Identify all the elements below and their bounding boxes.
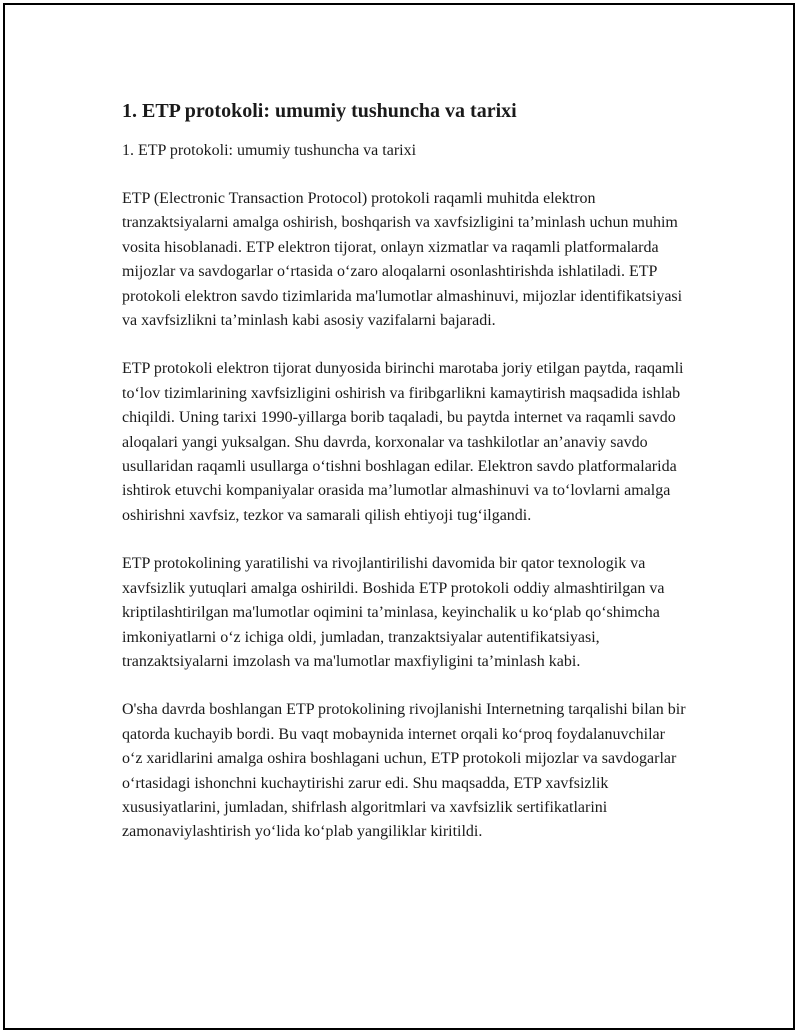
- page-frame: [3, 3, 795, 1030]
- paragraph-2: ETP protokoli elektron tijorat dunyosida birinchi marotaba joriy etilgan paytda, raqamli to‘lov tizimlarining xavfsizligini oshirish va firibgarlikni kamaytirish maqsadida ishlab chiqildi. Uning tarixi 1990-yillarga borib taqaladi, bu paytda internet va raqamli savdo aloqalari yangi yuksalgan. Shu davrda, korxonalar va tashkilotlar an’anaviy savdo usullaridan raqamli usullarga o‘tishni boshlagan edilar. Elektron savdo platformalarida ishtirok etuvchi kompaniyalar orasida ma’lumotlar almashinuvi va to‘lovlarni amalga oshirishni xavfsiz, tezkor va samarali qilish ehtiyoji tug‘ilgandi.: [122, 360, 684, 524]
- paragraph-3: ETP protokolining yaratilishi va rivojlantirilishi davomida bir qator texnologik va xavfsizlik yutuqlari amalga oshirildi. Boshida ETP protokoli oddiy almashtirilgan va kriptilashtirilgan ma'lumotlar oqimini ta’minlasa, keyinchalik u ko‘plab qo‘shimcha imkoniyatlarni o‘z ichiga oldi, jumladan, tranzaktsiyalar autentifikatsiyasi, tranzaktsiyalarni imzolash va ma'lumotlar maxfiyligini ta’minlash kabi.: [122, 555, 665, 670]
- paragraph-1: ETP (Electronic Transaction Protocol) protokoli raqamli muhitda elektron tranzaktsiyalarni amalga oshirish, boshqarish va xavfsizligini ta’minlash uchun muhim vosita hisoblanadi. ETP elektron tijorat, onlayn xizmatlar va raqamli platformalarda mijozlar va savdogarlar o‘rtasida o‘zaro aloqalarni osonlashtirishda ishlatiladi. ETP protokoli elektron savdo tizimlarida ma'lumotlar almashinuvi, mijozlar identifikatsiyasi va xavfsizlikni ta’minlash kabi asosiy vazifalarni bajaradi.: [122, 190, 683, 330]
- paragraph-4: O'sha davrda boshlangan ETP protokolining rivojlanishi Internetning tarqalishi bilan bir qatorda kuchayib bordi. Bu vaqt mobaynida internet orqali ko‘proq foydalanuvchilar o‘z xaridlarini amalga oshira boshlagani uchun, ETP protokoli mijozlar va savdogarlar o‘rtasidagi ishonchni kuchaytirishi zarur edi. Shu maqsadda, ETP xavfsizlik xususiyatlarini, jumladan, shifrlash algoritmlari va xavfsizlik sertifikatlarini zamonaviylashtirish yo‘lida ko‘plab yangiliklar kiritildi.: [122, 701, 686, 841]
- document-body: [122, 97, 688, 869]
- section-subtitle: 1. ETP protokoli: umumiy tushuncha va tarixi: [122, 142, 417, 159]
- page-title: 1. ETP protokoli: umumiy tushuncha va tarixi: [122, 100, 517, 122]
